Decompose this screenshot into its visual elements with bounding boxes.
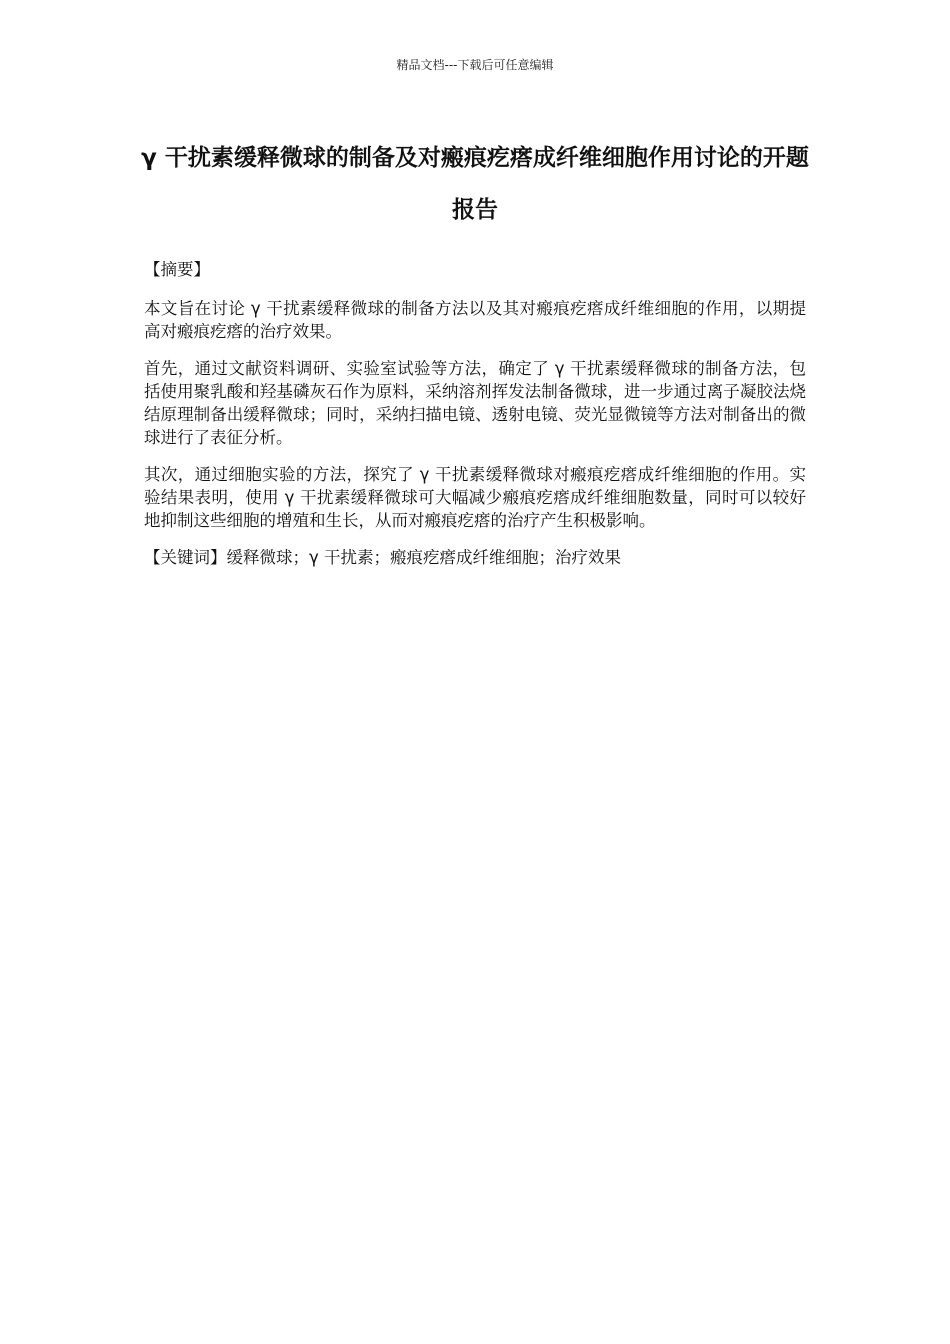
document-title: γ 干扰素缓释微球的制备及对瘢痕疙瘩成纤维细胞作用讨论的开题报告 <box>141 145 809 223</box>
abstract-paragraph-3: 其次，通过细胞实验的方法，探究了 γ 干扰素缓释微球对瘢痕疙瘩成纤维细胞的作用。实验结果表明，使用 γ 干扰素缓释微球可大幅减少瘢痕疙瘩成纤维细胞数量，同时可以较好地抑制这些细胞的增殖和生长，从而对瘢痕疙瘩的治疗产生积极影响。 <box>144 465 806 530</box>
abstract-heading: 【摘要】 <box>144 260 210 279</box>
abstract-paragraph-1: 本文旨在讨论 γ 干扰素缓释微球的制备方法以及其对瘢痕疙瘩成纤维细胞的作用，以期提高对瘢痕疙瘩的治疗效果。 <box>144 299 806 341</box>
abstract-paragraph-2: 首先，通过文献资料调研、实验室试验等方法，确定了 γ 干扰素缓释微球的制备方法，包括使用聚乳酸和羟基磷灰石作为原料，采纳溶剂挥发法制备微球，进一步通过离子凝胶法烧结原理制备出缓释微球；同时，采纳扫描电镜、透射电镜、荧光显微镜等方法对制备出的微球进行了表征分析。 <box>144 359 806 447</box>
page-header: 精品文档---下载后可任意编辑 <box>396 58 554 72</box>
keywords-line: 【关键词】缓释微球；γ 干扰素；瘢痕疙瘩成纤维细胞；治疗效果 <box>144 548 622 567</box>
document-body <box>144 258 806 583</box>
